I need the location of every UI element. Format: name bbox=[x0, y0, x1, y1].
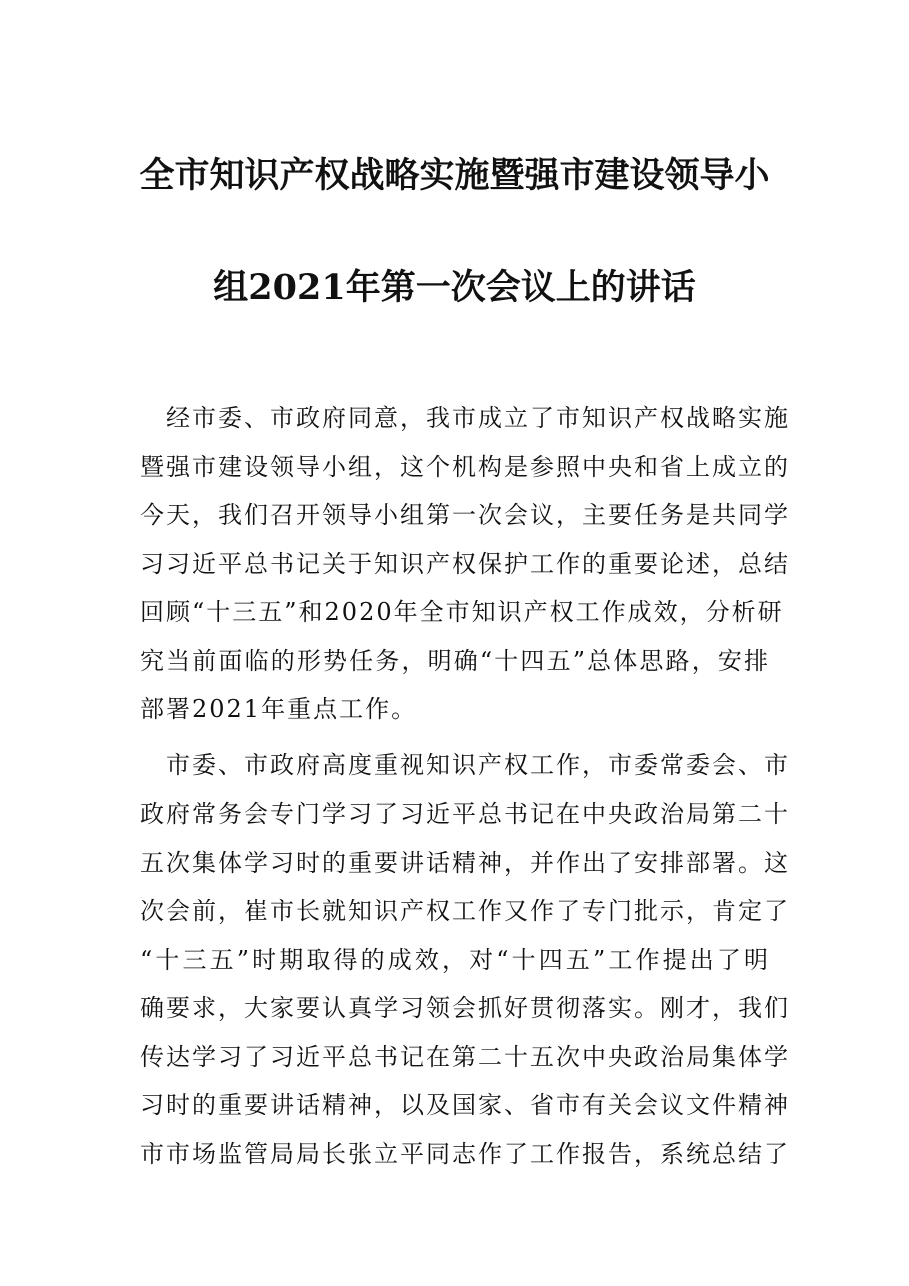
document-title-line-1: 全市知识产权战略实施暨强市建设领导小 bbox=[139, 155, 770, 196]
paragraph-line: 暨强市建设领导小组，这个机构是参照中央和省上成立的 bbox=[140, 453, 790, 481]
paragraph-line: 今天，我们召开领导小组第一次会议，主要任务是共同学 bbox=[140, 501, 790, 529]
paragraph-line: 习时的重要讲话精神，以及国家、省市有关会议文件精神 bbox=[140, 1091, 790, 1119]
paragraph-line: 部署2021年重点工作。 bbox=[140, 695, 418, 723]
paragraph-line: 五次集体学习时的重要讲话精神，并作出了安排部署。这 bbox=[140, 849, 790, 877]
paragraph-line: 政府常务会专门学习了习近平总书记在中央政治局第二十 bbox=[140, 800, 790, 828]
paragraph-line: 次会前，崔市长就知识产权工作又作了专门批示，肯定了 bbox=[140, 897, 790, 925]
paragraph-line: “十三五”时期取得的成效，对“十四五”工作提出了明 bbox=[140, 946, 770, 974]
paragraph-line: 经市委、市政府同意，我市成立了市知识产权战略实施 bbox=[140, 404, 790, 432]
paragraph-line: 回顾“十三五”和2020年全市知识产权工作成效，分析研 bbox=[140, 598, 784, 626]
paragraph-line: 习习近平总书记关于知识产权保护工作的重要论述，总结 bbox=[140, 550, 790, 578]
document-title-line-2: 组2021年第一次会议上的讲话 bbox=[213, 267, 696, 308]
paragraph-line: 市市场监管局局长张立平同志作了工作报告，系统总结了 bbox=[140, 1140, 790, 1168]
paragraph-line: 确要求，大家要认真学习领会抓好贯彻落实。刚才，我们 bbox=[140, 994, 790, 1022]
paragraph-line: 究当前面临的形势任务，明确“十四五”总体思路，安排 bbox=[140, 647, 770, 675]
paragraph-line: 市委、市政府高度重视知识产权工作，市委常委会、市 bbox=[140, 751, 790, 779]
paragraph-line: 传达学习了习近平总书记在第二十五次中央政治局集体学 bbox=[140, 1043, 790, 1071]
